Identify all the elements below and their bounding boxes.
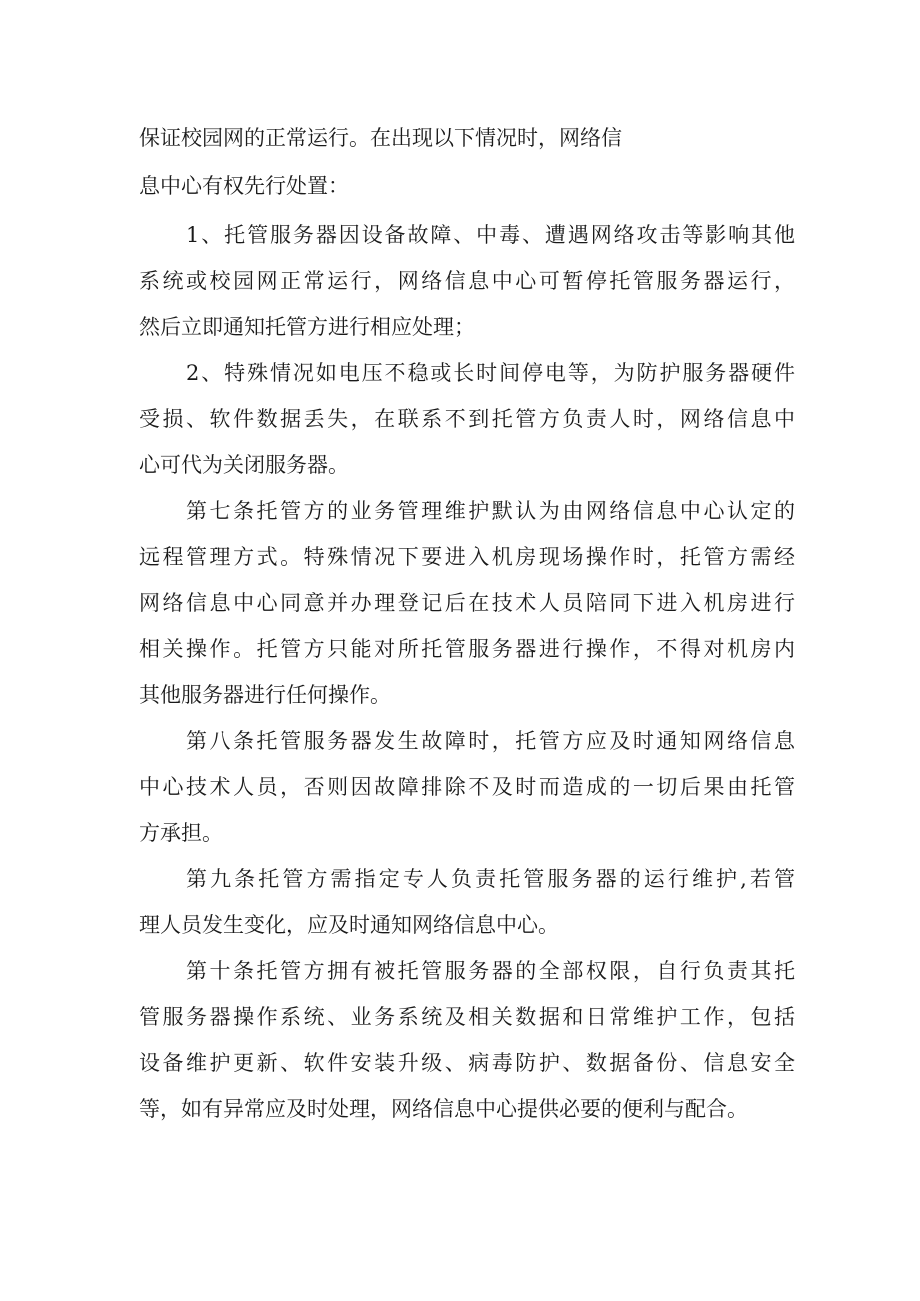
clause-item-1 — [139, 225, 795, 338]
text-line: 息中心有权先行处置： — [139, 174, 349, 198]
article-7 — [139, 501, 795, 706]
text-line: 1、托管服务器因设备故障、中毒、遭遇网络攻击等影响其他 — [186, 223, 795, 247]
text-line: 相关操作。托管方只能对所托管服务器进行操作，不得对机房内 — [139, 637, 795, 661]
text-line: 设备维护更新、软件安装升级、病毒防护、数据备份、信息安全 — [139, 1051, 795, 1075]
text-line: 心可代为关闭服务器。 — [139, 453, 349, 477]
text-line: 网络信息中心同意并办理登记后在技术人员陪同下进入机房进行 — [139, 591, 795, 615]
article-10 — [139, 961, 795, 1120]
text-line: 其他服务器进行任何操作。 — [139, 683, 391, 707]
text-line: 理人员发生变化，应及时通知网络信息中心。 — [139, 913, 559, 937]
text-line: 方承担。 — [139, 821, 223, 845]
text-line: 远程管理方式。特殊情况下要进入机房现场操作时，托管方需经 — [139, 545, 795, 569]
text-line: 第八条托管服务器发生故障时，托管方应及时通知网络信息 — [186, 729, 795, 753]
document-body — [139, 128, 795, 1145]
clause-item-2 — [139, 363, 795, 476]
article-8 — [139, 731, 795, 844]
text-line: 2、特殊情况如电压不稳或长时间停电等，为防护服务器硬件 — [186, 361, 795, 385]
text-line: 第七条托管方的业务管理维护默认为由网络信息中心认定的 — [186, 499, 795, 523]
text-line: 然后立即通知托管方进行相应处理； — [139, 315, 475, 339]
text-line: 等，如有异常应及时处理，网络信息中心提供必要的便利与配合。 — [139, 1097, 748, 1121]
text-line: 系统或校园网正常运行，网络信息中心可暂停托管服务器运行， — [139, 269, 795, 293]
text-line: 第十条托管方拥有被托管服务器的全部权限，自行负责其托 — [186, 959, 795, 983]
intro-paragraph — [139, 128, 795, 197]
text-line: 受损、软件数据丢失，在联系不到托管方负责人时，网络信息中 — [139, 407, 795, 431]
text-line: 管服务器操作系统、业务系统及相关数据和日常维护工作，包括 — [139, 1005, 795, 1029]
text-line: 第九条托管方需指定专人负责托管服务器的运行维护,若管 — [186, 867, 795, 891]
article-9 — [139, 869, 795, 936]
text-line: 保证校园网的正常运行。在出现以下情况时，网络信 — [139, 126, 622, 150]
text-line: 中心技术人员，否则因故障排除不及时而造成的一切后果由托管 — [139, 775, 795, 799]
